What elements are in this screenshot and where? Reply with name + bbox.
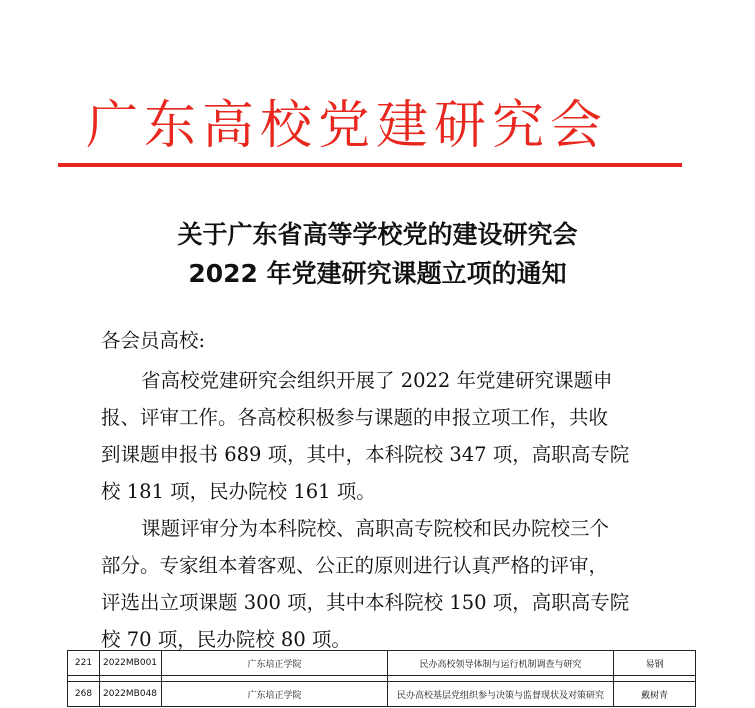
project-topic: 民办高校领导体制与运行机制调查与研究 <box>388 651 614 676</box>
project-code: 2022MB048 <box>100 682 162 707</box>
paragraph2-line: 课题评审分为本科院校、高职高专院校和民办院校三个 <box>141 517 610 540</box>
project-leader: 易钢 <box>614 651 696 676</box>
project-code: 2022MB001 <box>100 651 162 676</box>
project-leader: 戴树青 <box>614 682 696 707</box>
notice-title-line1: 关于广东省高等学校党的建设研究会 <box>177 220 578 249</box>
project-topic: 民办高校基层党组织参与决策与监督现状及对策研究 <box>388 682 614 707</box>
row-number: 221 <box>68 651 100 676</box>
salutation: 各会员高校: <box>101 329 206 352</box>
organization-header: 广东高校党建研究会 <box>86 96 609 156</box>
paragraph1-line: 校 181 项，民办院校 161 项。 <box>101 480 376 503</box>
paragraph2-line: 评选出立项课题 300 项，其中本科院校 150 项，高职高专院 <box>101 591 630 614</box>
school-name: 广东培正学院 <box>162 682 388 707</box>
paragraph1-line: 省高校党建研究会组织开展了 2022 年党建研究课题申 <box>141 369 613 392</box>
table-row <box>68 651 696 676</box>
header-red-rule <box>58 163 682 167</box>
paragraph1-line: 到课题申报书 689 项，其中，本科院校 347 项，高职高专院 <box>101 443 630 466</box>
row-number: 268 <box>68 682 100 707</box>
paragraph2-line: 部分。专家组本着客观、公正的原则进行认真严格的评审， <box>101 554 609 577</box>
school-name: 广东培正学院 <box>162 651 388 676</box>
project-table <box>67 650 696 707</box>
paragraph1-line: 报、评审工作。各高校积极参与课题的申报立项工作，共收 <box>101 406 609 429</box>
notice-title-line2: 2022 年党建研究课题立项的通知 <box>188 259 567 288</box>
paragraph2-line: 校 70 项，民办院校 80 项。 <box>101 628 351 651</box>
table-row <box>68 682 696 707</box>
